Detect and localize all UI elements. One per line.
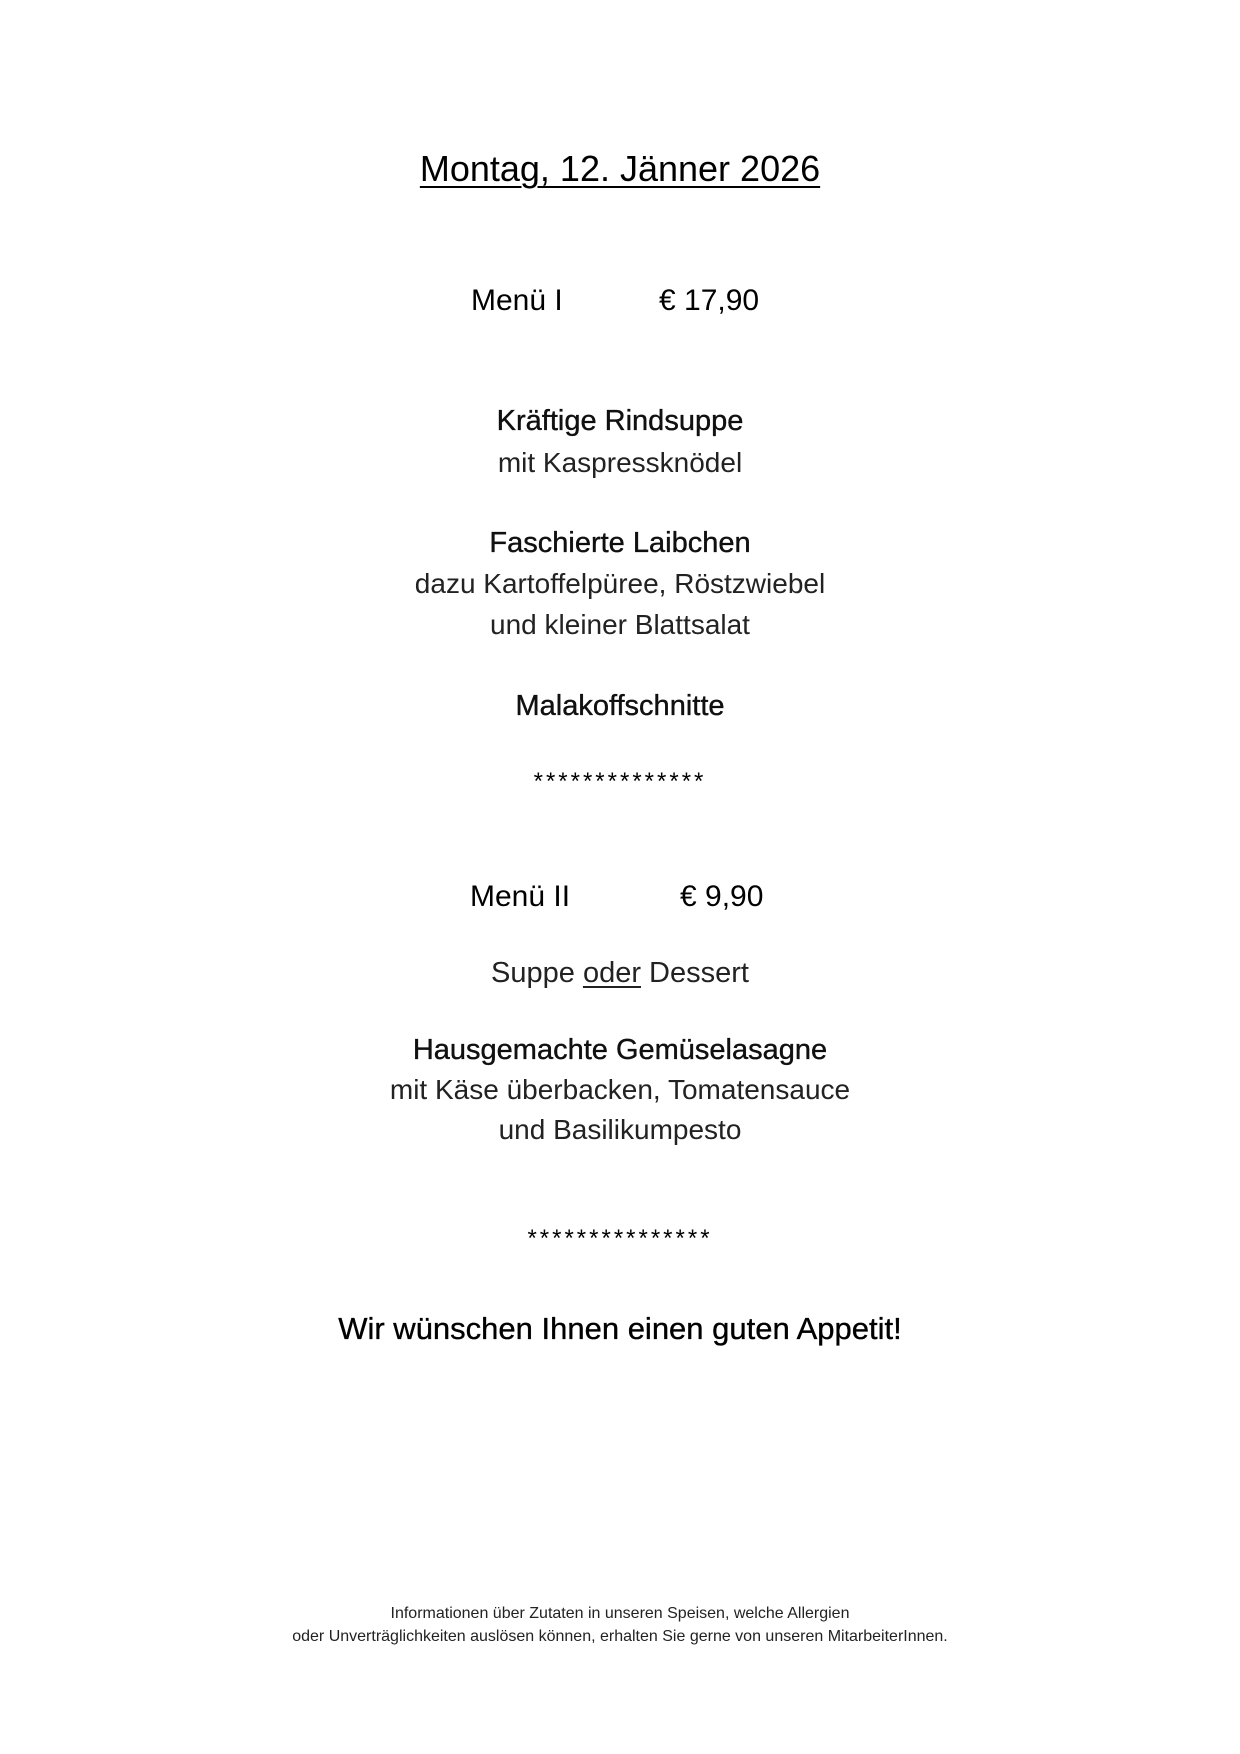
menu-2-main-title: Hausgemachte Gemüselasagne <box>412 1034 828 1066</box>
menu-1-dessert-title: Malakoffschnitte <box>515 690 725 722</box>
menu-2-choice-or: oder <box>582 957 641 989</box>
menu-2-choice-dessert: Dessert <box>649 957 749 989</box>
menu-1-header <box>0 284 1240 318</box>
closing-greeting: Wir wünschen Ihnen einen guten Appetit! <box>338 1311 902 1346</box>
menu-1-name: Menü I <box>471 284 563 317</box>
menu-2-choice-soup: Suppe <box>491 957 575 989</box>
menu-2-price: € 9,90 <box>680 880 764 913</box>
menu-2-choice <box>0 957 1240 990</box>
separator-2: *************** <box>527 1225 713 1252</box>
menu-1-main-description-line-2: und kleiner Blattsalat <box>490 609 750 640</box>
menu-2-main-description-line-2: und Basilikumpesto <box>498 1114 742 1145</box>
separator-1: ************** <box>533 768 707 795</box>
allergen-notice-line-2: oder Unverträglichkeiten auslösen können, erhalten Sie gerne von unseren MitarbeiterInnen. <box>292 1628 948 1645</box>
menu-1-main-title: Faschierte Laibchen <box>489 527 751 559</box>
menu-1-price: € 17,90 <box>659 284 760 317</box>
menu-2-name: Menü II <box>470 880 571 913</box>
menu-1-soup-title: Kräftige Rindsuppe <box>496 405 744 437</box>
date-heading: Montag, 12. Jänner 2026 <box>419 148 821 189</box>
allergen-notice-line-1: Informationen über Zutaten in unseren Speisen, welche Allergien <box>390 1605 850 1622</box>
menu-1-soup-description: mit Kaspressknödel <box>497 447 743 478</box>
menu-2-header <box>0 880 1240 914</box>
menu-1-main-description-line-1: dazu Kartoffelpüree, Röstzwiebel <box>414 568 826 599</box>
menu-2-main-description-line-1: mit Käse überbacken, Tomatensauce <box>389 1074 851 1105</box>
